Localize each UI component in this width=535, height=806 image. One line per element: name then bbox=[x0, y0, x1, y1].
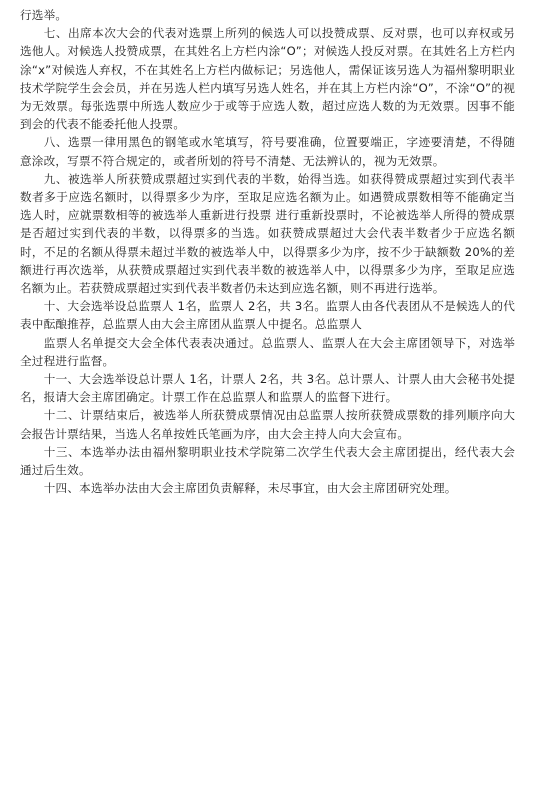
paragraph-continuation: 行选举。 bbox=[20, 8, 68, 22]
paragraph-article-7: 七、出席本次大会的代表对选票上所列的候选人可以投赞成票、反对票，也可以弃权或另选他人。对候选人投赞成票，在其姓名上方栏内涂“O”；对候选人投反对票。在其姓名上方栏内涂“x”对候选人弃权，不在其姓名上方栏内做标记；另选他人，需保证该另选人为福州黎明职业技术学院学生会会员，并在另选人栏内填写另选人姓名，并在其上方栏内涂“O”，不涂“O”的视为无效票。每张选票中所选人数应少于或等于应选人数，超过应选人数的为无效票。因事不能到会的代表不能委托他人投票。 bbox=[20, 26, 515, 132]
paragraph-article-8: 八、选票一律用黑色的钢笔或水笔填写，符号要准确，位置要端正，字迹要清楚，不得随意涂改，写票不符合规定的，或者所划的符号不清楚、无法辨认的，视为无效票。 bbox=[20, 135, 515, 168]
paragraph-article-13: 十三、本选举办法由福州黎明职业技术学院第二次学生代表大会主席团提出，经代表大会通过后生效。 bbox=[20, 444, 515, 478]
paragraph-article-10: 十、大会选举设总监票人 1名，监票人 2名，共 3名。监票人由各代表团从不是候选人的代表中酝酿推荐，总监票人由大会主席团从监票人中提名。总监票人 bbox=[20, 299, 515, 332]
paragraph-article-12: 十二、计票结束后，被选举人所获赞成票情况由总监票人按所获赞成票数的排列顺序向大会报告计票结果，当选人名单按姓氏笔画为序，由大会主持人向大会宣布。 bbox=[20, 408, 515, 441]
document-body bbox=[20, 6, 515, 497]
paragraph-article-9: 九、被选举人所获赞成票超过实到代表的半数，始得当选。如获得赞成票超过实到代表半数者多于应选名额时，以得票多少为序，至取足应选名额为止。如遇赞成票数相等不能确定当选人时，应就票数相等的被选举人重新进行投票 进行重新投票时，不论被选举人所得的赞成票是否超过实到代表的半数，以得票多的当选。如获赞成票超过大会代表半数者少于应选名额时，不足的名额从得票未超过半数的被选举人中，以得票多少为序，按不少于缺额数 20%的差额进行再次选举，从获赞成票超过实到代表半数的被选举人中，以得票多少为序，至取足应选名额为止。若获赞成票超过实到代表半数者仍未达到应选名额，则不再进行选举。 bbox=[20, 171, 515, 296]
paragraph-article-10-continued: 监票人名单提交大会全体代表表决通过。总监票人、监票人在大会主席团领导下，对选举全过程进行监督。 bbox=[20, 335, 515, 368]
paragraph-article-14: 十四、本选举办法由大会主席团负责解释，未尽事宜，由大会主席团研究处理。 bbox=[43, 481, 457, 496]
paragraph-article-11: 十一、大会选举设总计票人 1名，计票人 2名，共 3名。总计票人、计票人由大会秘书处提名，报请大会主席团确定。计票工作在总监票人和监票人的监督下进行。 bbox=[20, 372, 515, 405]
